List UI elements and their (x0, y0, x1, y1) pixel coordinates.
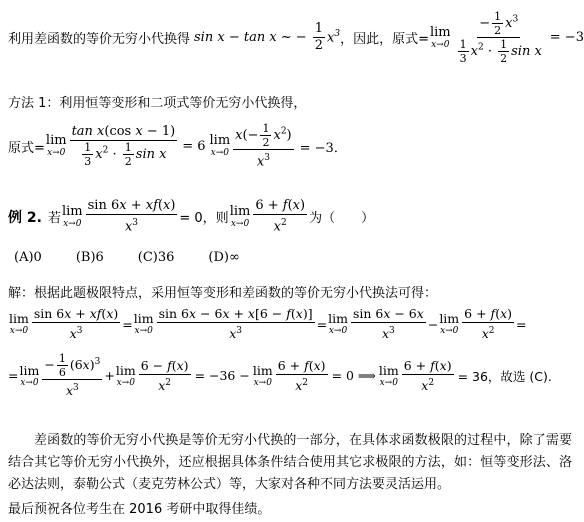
closing-paragraph: 差函数的等价无穷小代换是等价无穷小代换的一部分，在具体求函数极限的过程中，除了需要结合其它等价无穷小代换外，还应根据具体条件结合使用其它求极限的方法，如：恒等变形法、洛必达法则，泰勒公式（麦克劳林公式）等，大家对各种不同方法要灵活运用。 (8, 433, 572, 492)
option-d: (D)∞ (208, 250, 240, 265)
option-a: (A)0 (14, 250, 42, 265)
example-label: 例 2. (8, 209, 42, 226)
method1-result: = −3． (299, 140, 347, 156)
limit-operator: lim x→0 (429, 24, 451, 50)
closing-wish: 最后预祝各位考生在 2016 考研中取得佳绩。 (8, 502, 271, 517)
solution-intro: 解：根据此题极限特点，采用恒等变形和差函数的等价无穷小代换法可得： (8, 286, 438, 301)
sin-minus-tan: sin x − tan x ~ − (194, 30, 307, 45)
main-fraction: − $\frac{1}{2}$ $x^3$ $\frac{1}{3}$ $x^2$ · $\frac{1}{2}$ sin x (459, 10, 542, 65)
line1-prefix: 利用差函数的等价无穷小代换得 (8, 32, 191, 47)
method1-formula: 原式= lim x→0 tan x(cos x − 1) $\frac{1}{3}$ $x^2$ · $\frac{1}{2}$ sin x = 6 lim x→0 x(− $\frac{1}{2}$ $x^2$) $x^3$ = −3． (8, 122, 347, 170)
option-c: (C)36 (137, 250, 175, 265)
method1-label: 方法 1：利用恒等变形和二项式等价无穷小代换得， (8, 96, 307, 111)
option-b: (B)6 (75, 250, 104, 265)
method1-prefix: 原式= (8, 140, 45, 156)
solution-step-1: lim x→0 $\frac{\sin 6x + xf(x)}{x^3}$ = lim x→0 $\frac{\sin 6x - 6x + x[6 - f(x)]}{x^3}$ = lim x→0 $\frac{\sin 6x - 6x}{x^3}$ − lim x→0 $\frac{6 + f(x)}{x^2}$ = (9, 306, 527, 342)
solution-step-2: = lim x→0 − $\frac{1}{6}$ $(6x)^3$ $x^3$ + lim x→0 $\frac{6 - f(x)}{x^2}$ = −36 − lim x→0 $\frac{6 + f(x)}{x^2}$ = 0 ⟹ lim x→0 $\frac{6 + f(x)}{x^2}$ = 36，故选 (C). (8, 352, 552, 399)
line1-result: = −3 (549, 30, 584, 45)
equivalence-line: 利用差函数的等价无穷小代换得 sin x − tan x ~ − $\frac{1}{2}$ $x^3$ ，因此，原式= lim x→0 − $\frac{1}{2}$ $x^3$ $\frac{1}{3}$ $x^2$ · $\frac{1}{2}$ sin x = −3 (8, 10, 584, 65)
example2-question: 例 2. 若 lim x→0 $\frac{\sin 6x + xf(x)}{x^3}$ = 0，则 lim x→0 $\frac{6 + f(x)}{x^2}$ 为（ ） (8, 198, 375, 235)
answer-options (14, 250, 572, 265)
line1-mid: ，因此，原式= (340, 32, 429, 47)
final-answer: = 36，故选 (C). (457, 368, 552, 384)
one-half-fraction: $\frac{1}{2}$ (314, 21, 323, 53)
